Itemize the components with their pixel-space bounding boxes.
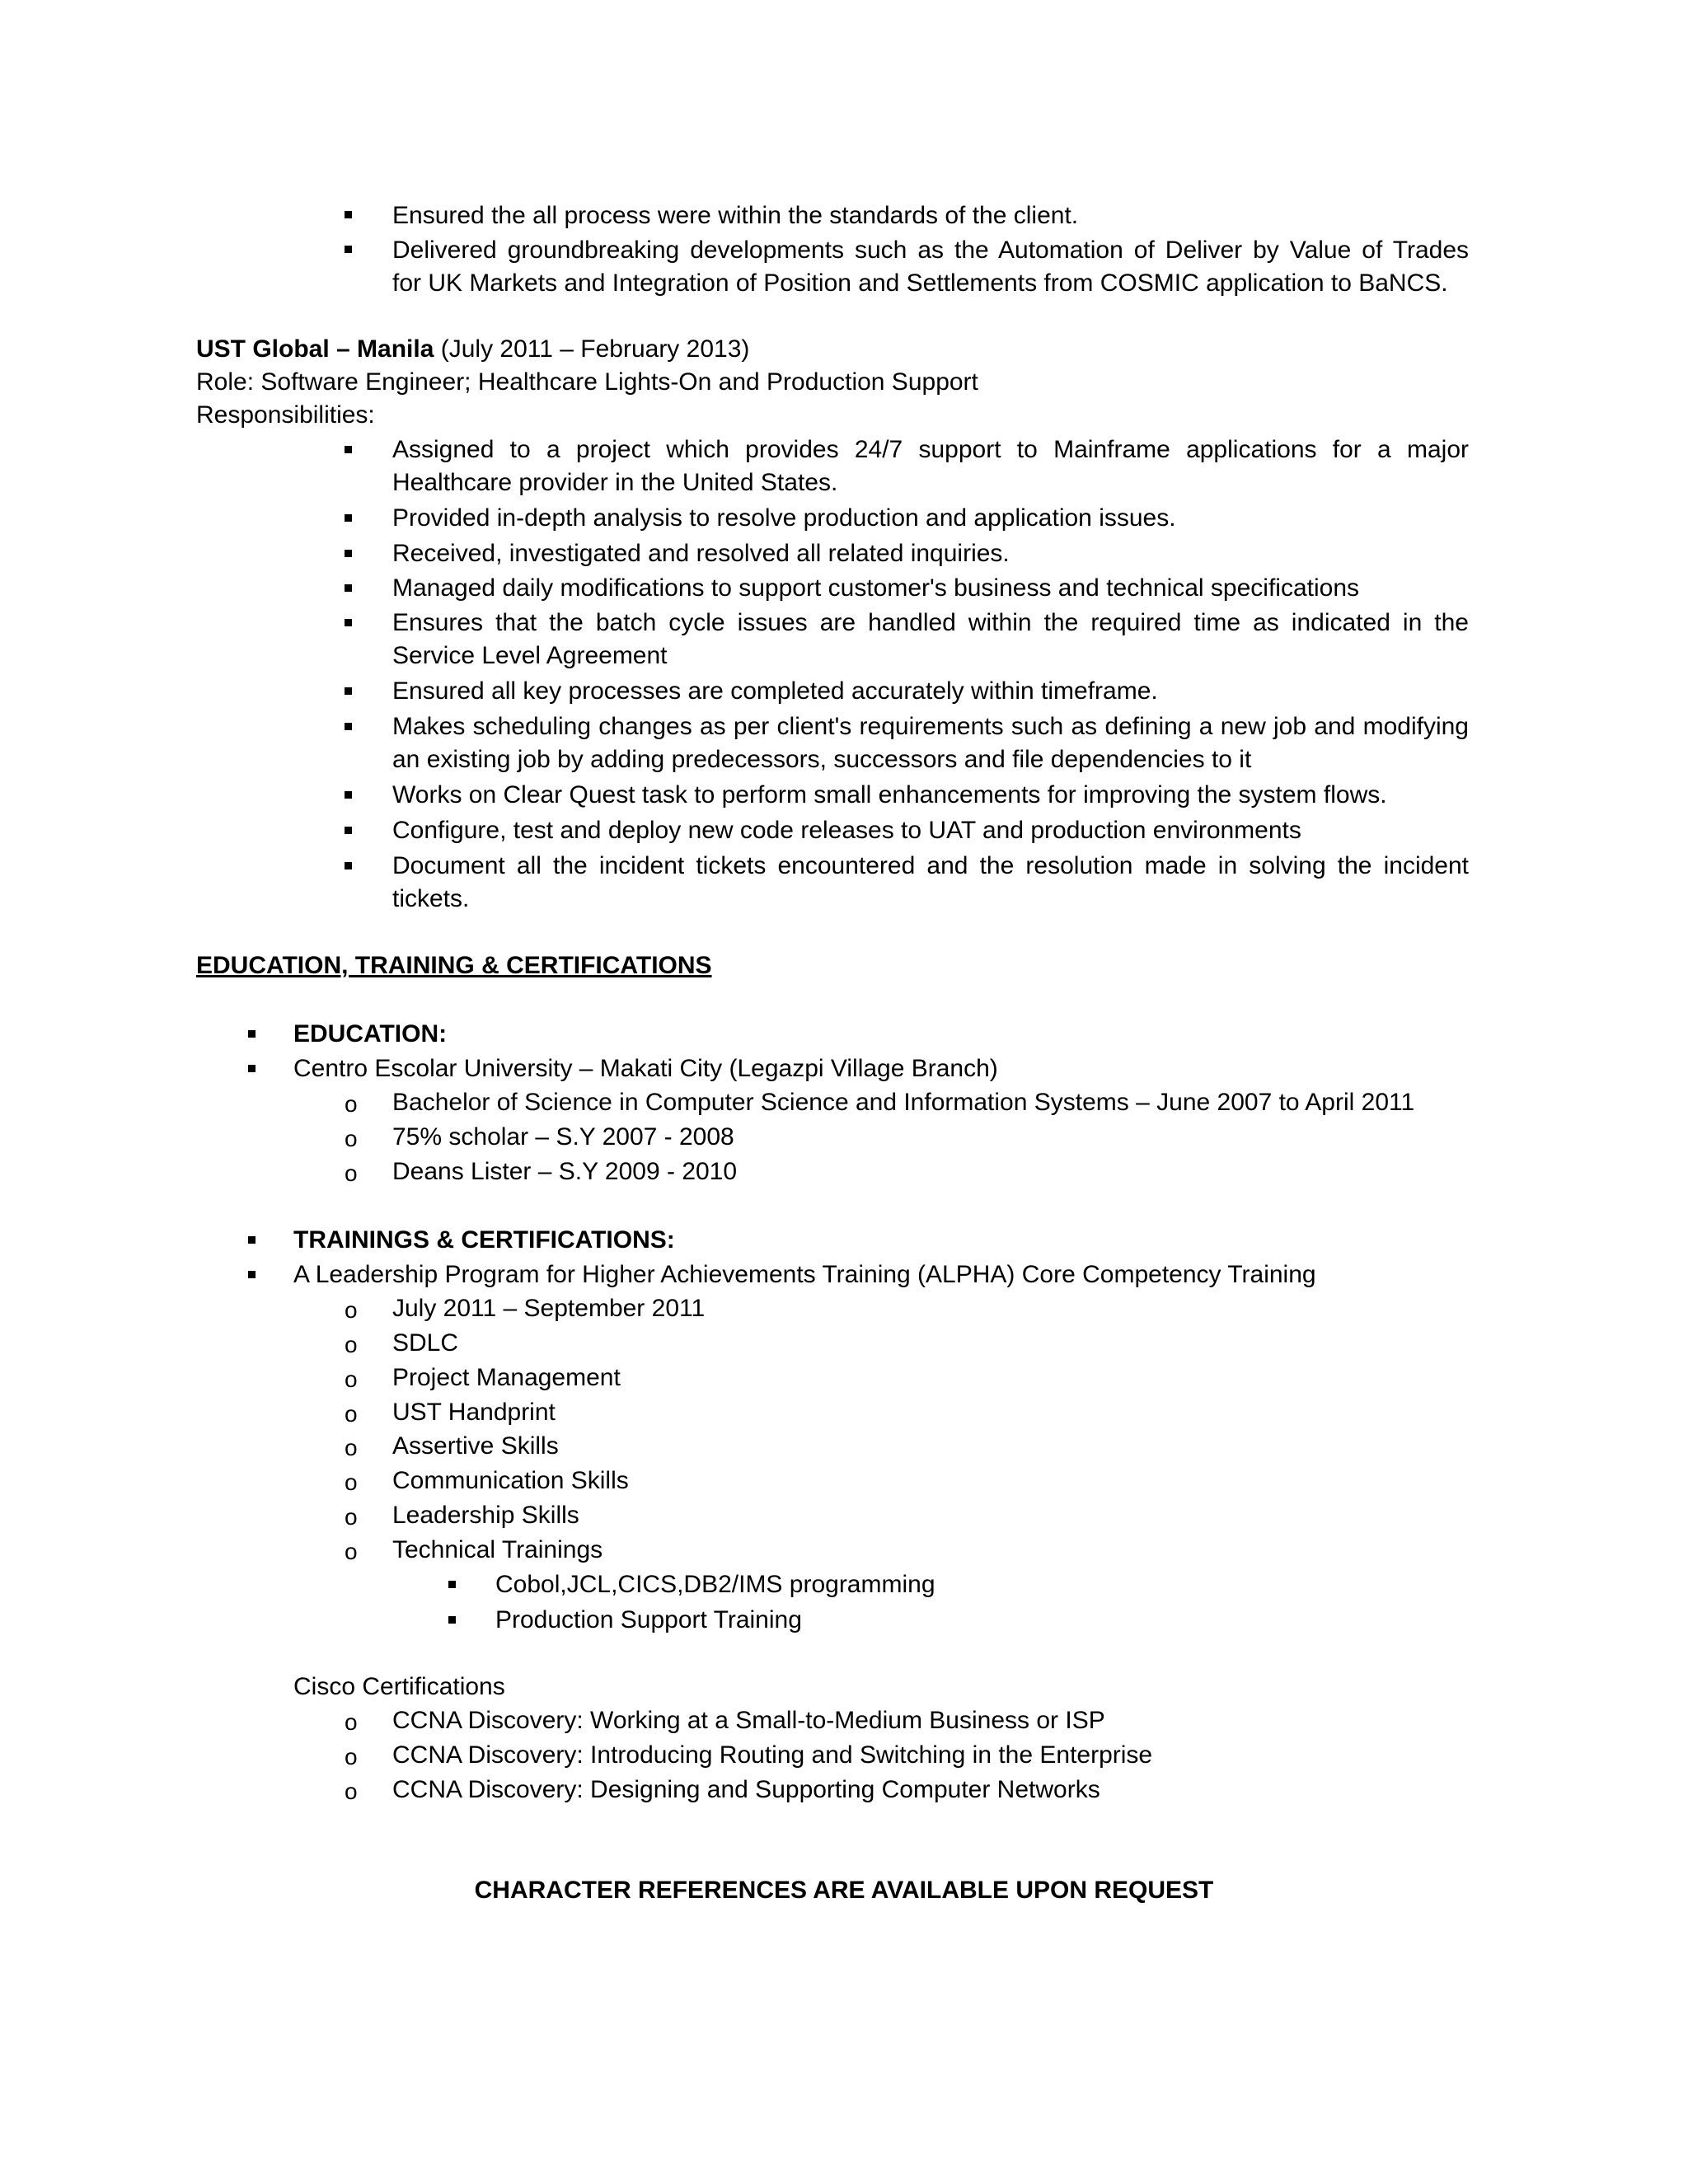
responsibility-10-line-1: Document all the incident tickets encountered and the resolution made in solving the incident [392,852,1469,879]
technical-item-2: Production Support Training [495,1606,802,1633]
circle-bullet-marker: o [345,1504,358,1530]
circle-bullet-marker: o [345,1366,358,1392]
responsibility-1-line-1: Assigned to a project which provides 24/7 support to Mainframe applications for a major [392,436,1469,463]
circle-bullet-marker: o [345,1091,358,1117]
program-item-8: Technical Trainings [392,1536,603,1563]
bullet-marker [248,1271,256,1278]
circle-bullet-marker: o [345,1469,358,1495]
responsibility-5-line-1: Ensures that the batch cycle issues are handled within the required time as indicated in the [392,609,1469,636]
program-item-1: July 2011 – September 2011 [392,1295,706,1322]
bullet-marker [345,211,352,218]
responsibility-7-line-1: Makes scheduling changes as per client's requirements such as defining a new job and modifying [392,713,1469,740]
circle-bullet-marker: o [345,1297,358,1323]
technical-item-1: Cobol,JCL,CICS,DB2/IMS programming [495,1571,935,1598]
bullet-marker [345,446,352,453]
responsibility-4: Managed daily modifications to support customer's business and technical specifications [392,574,1360,602]
responsibility-3: Received, investigated and resolved all related inquiries. [392,540,1010,567]
bullet-marker [345,584,352,592]
circle-bullet-marker: o [345,1160,358,1186]
bullet-marker [345,619,352,626]
bullet-marker [345,687,352,695]
circle-bullet-marker: o [345,1332,358,1357]
circle-bullet-marker: o [345,1779,358,1804]
references-note: CHARACTER REFERENCES ARE AVAILABLE UPON REQUEST [474,1877,1214,1904]
program-item-5: Assertive Skills [392,1432,559,1460]
responsibilities-label: Responsibilities: [196,401,375,429]
bullet-marker [345,723,352,730]
program-name: A Leadership Program for Higher Achievements Training (ALPHA) Core Competency Training [293,1261,1316,1288]
bullet-marker [448,1581,456,1588]
top-bullet-2-line-1: Delivered groundbreaking developments such as the Automation of Deliver by Value of Trades [392,237,1469,264]
job-dates: (July 2011 – February 2013) [434,335,750,363]
school-item-3: Deans Lister – S.Y 2009 - 2010 [392,1158,738,1185]
education-section-heading: EDUCATION, TRAINING & CERTIFICATIONS [196,952,712,979]
responsibility-7-line-2: an existing job by adding predecessors, successors and file dependencies to it [392,746,1252,773]
school-name: Centro Escolar University – Makati City (Legazpi Village Branch) [293,1055,998,1082]
responsibility-5-line-2: Service Level Agreement [392,642,668,669]
program-item-6: Communication Skills [392,1467,629,1494]
circle-bullet-marker: o [345,1126,358,1151]
circle-bullet-marker: o [345,1435,358,1460]
job-header [196,333,749,366]
responsibility-9: Configure, test and deploy new code releases to UAT and production environments [392,817,1301,844]
education-label: EDUCATION: [293,1020,448,1047]
cisco-label: Cisco Certifications [293,1673,505,1700]
bullet-marker [345,550,352,557]
bullet-marker [345,514,352,522]
cisco-item-1: CCNA Discovery: Working at a Small-to-Medium Business or ISP [392,1707,1105,1734]
circle-bullet-marker: o [345,1539,358,1564]
program-item-4: UST Handprint [392,1399,556,1426]
responsibility-2: Provided in-depth analysis to resolve production and application issues. [392,504,1176,532]
cisco-item-2: CCNA Discovery: Introducing Routing and Switching in the Enterprise [392,1741,1153,1769]
cisco-item-3: CCNA Discovery: Designing and Supporting Computer Networks [392,1776,1100,1803]
job-role: Role: Software Engineer; Healthcare Lights-On and Production Support [196,368,978,396]
program-item-7: Leadership Skills [392,1502,579,1529]
responsibility-6: Ensured all key processes are completed accurately within timeframe. [392,677,1158,705]
trainings-label: TRAININGS & CERTIFICATIONS: [293,1226,675,1254]
bullet-marker [345,791,352,799]
responsibility-1-line-2: Healthcare provider in the United States. [392,469,838,496]
bullet-marker [345,862,352,869]
bullet-marker [248,1030,256,1038]
bullet-marker [248,1065,256,1072]
school-item-2: 75% scholar – S.Y 2007 - 2008 [392,1123,734,1151]
company-name: UST Global – Manila [196,335,434,363]
circle-bullet-marker: o [345,1709,358,1735]
circle-bullet-marker: o [345,1401,358,1427]
program-item-2: SDLC [392,1329,459,1357]
responsibility-10-line-2: tickets. [392,885,470,912]
school-item-1: Bachelor of Science in Computer Science and Information Systems – June 2007 to April 2011 [392,1089,1415,1116]
top-bullet-1: Ensured the all process were within the standards of the client. [392,202,1079,229]
bullet-marker [345,827,352,834]
bullet-marker [248,1236,256,1244]
top-bullet-2-line-2: for UK Markets and Integration of Position and Settlements from COSMIC application to BaNCS. [392,269,1448,297]
program-item-3: Project Management [392,1364,621,1391]
bullet-marker [448,1616,456,1624]
circle-bullet-marker: o [345,1744,358,1769]
bullet-marker [345,246,352,253]
responsibility-8: Works on Clear Quest task to perform small enhancements for improving the system flows. [392,781,1387,808]
